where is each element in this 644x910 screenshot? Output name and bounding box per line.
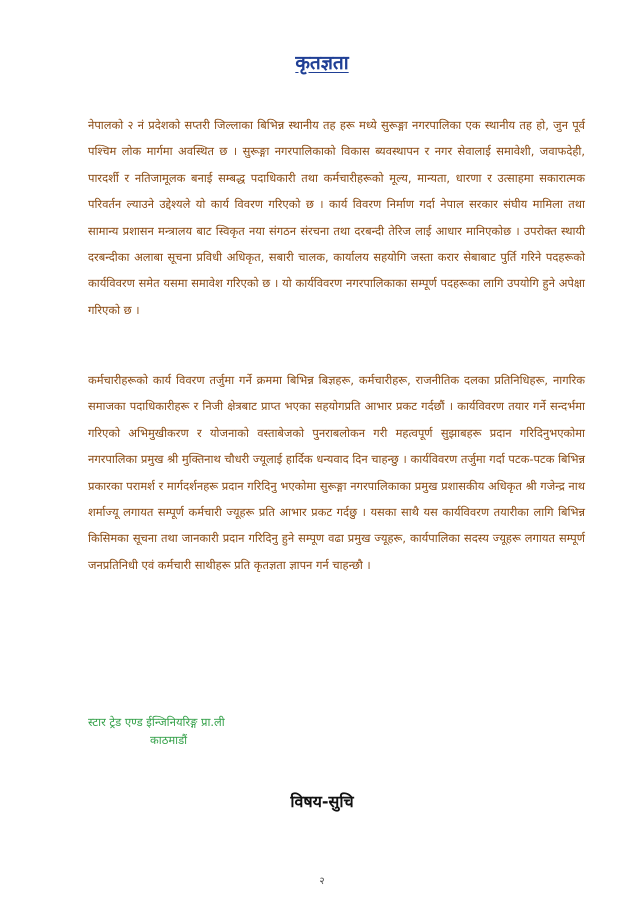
signature-block [88, 713, 348, 749]
page-title: कृतज्ञता [295, 51, 349, 74]
paragraph-introduction: नेपालको २ नं प्रदेशको सप्तरी जिल्लाका बिभिन्न स्थानीय तह हरू मध्ये सुरूङ्गा नगरपालिका एक स्थानीय तह हो, जुन पूर्व पश्चिम लोक मार्गमा अवस्थित छ । सुरूङ्गा नगरपालिकाको विकास ब्यवस्थापन र नगर सेवालाई समावेशी, जवाफदेही, पारदर्शी र नतिजामूलक बनाई सम्बद्ध पदाधिकारी तथा कर्मचारीहरूको मूल्य, मान्यता, धारणा र उत्साहमा सकारात्मक परिवर्तन ल्याउने उद्देश्यले यो कार्य विवरण गरिएको छ । कार्य विवरण निर्माण गर्दा नेपाल सरकार संघीय मामिला तथा सामान्य प्रशासन मन्त्रालय बाट स्विकृत नया संगठन संरचना तथा दरबन्दी तेरिज लाई आधार मानिएकोछ । उपरोक्त स्थायी दरबन्दीका अलाबा सूचना प्रविधी अधिकृत, सबारी चालक, कार्यालय सहयोगि जस्ता करार सेबाबाट पुर्ति गरिने पदहरूको कार्यविवरण समेत यसमा समावेश गरिएको छ । यो कार्यविवरण नगरपालिकाका सम्पूर्ण पदहरूका लागि उपयोगि हुने अपेक्षा गरिएको छ । [88, 118, 585, 317]
signature-city: काठमाडौं [150, 733, 188, 747]
page-number: २ [319, 876, 325, 887]
signature-company: स्टार ट्रेड एण्ड ईन्जिनियरिङ्ग प्रा.ली [88, 715, 225, 729]
table-of-contents-heading: विषय-सुचि [290, 792, 354, 811]
paragraph-acknowledgement: कर्मचारीहरूको कार्य विवरण तर्जुमा गर्ने क्रममा बिभिन्न बिज्ञहरू, कर्मचारीहरू, राजनीतिक दलका प्रतिनिधिहरू, नागरिक समाजका पदाधिकारीहरू र निजी क्षेत्रबाट प्राप्त भएका सहयोगप्रति आभार प्रकट गर्दछौं । कार्यविवरण तयार गर्ने सन्दर्भमा गरिएको अभिमुखीकरण र योजनाको वस्ताबेजको पुनराबलोकन गरी महत्वपूर्ण सुझाबहरू प्रदान गरिदिनुभएकोमा नगरपालिका प्रमुख श्री मुक्तिनाथ चौधरी ज्यूलाई हार्दिक धन्यवाद दिन चाहन्छु । कार्यविवरण तर्जुमा गर्दा पटक-पटक बिभिन्न प्रकारका परामर्श र मार्गदर्शनहरू प्रदान गरिदिनु भएकोमा सुरूङ्गा नगरपालिकाका प्रमुख प्रशासकीय अधिकृत श्री गजेन्द्र नाथ शर्माज्यू लगायत सम्पूर्ण कर्मचारी ज्यूहरू प्रति आभार प्रकट गर्दछु । यसका साथै यस कार्यविवरण तयारीका लागि बिभिन्न किसिमका सूचना तथा जानकारी प्रदान गरिदिनु हुने सम्पूण वढा प्रमुख ज्यूहरू, कार्यपालिका सदस्य ज्यूहरू लगायत सम्पूर्ण जनप्रतिनिधी एवं कर्मचारी साथीहरू प्रति कृतज्ञता ज्ञापन गर्न चाहन्छौ । [88, 373, 585, 572]
